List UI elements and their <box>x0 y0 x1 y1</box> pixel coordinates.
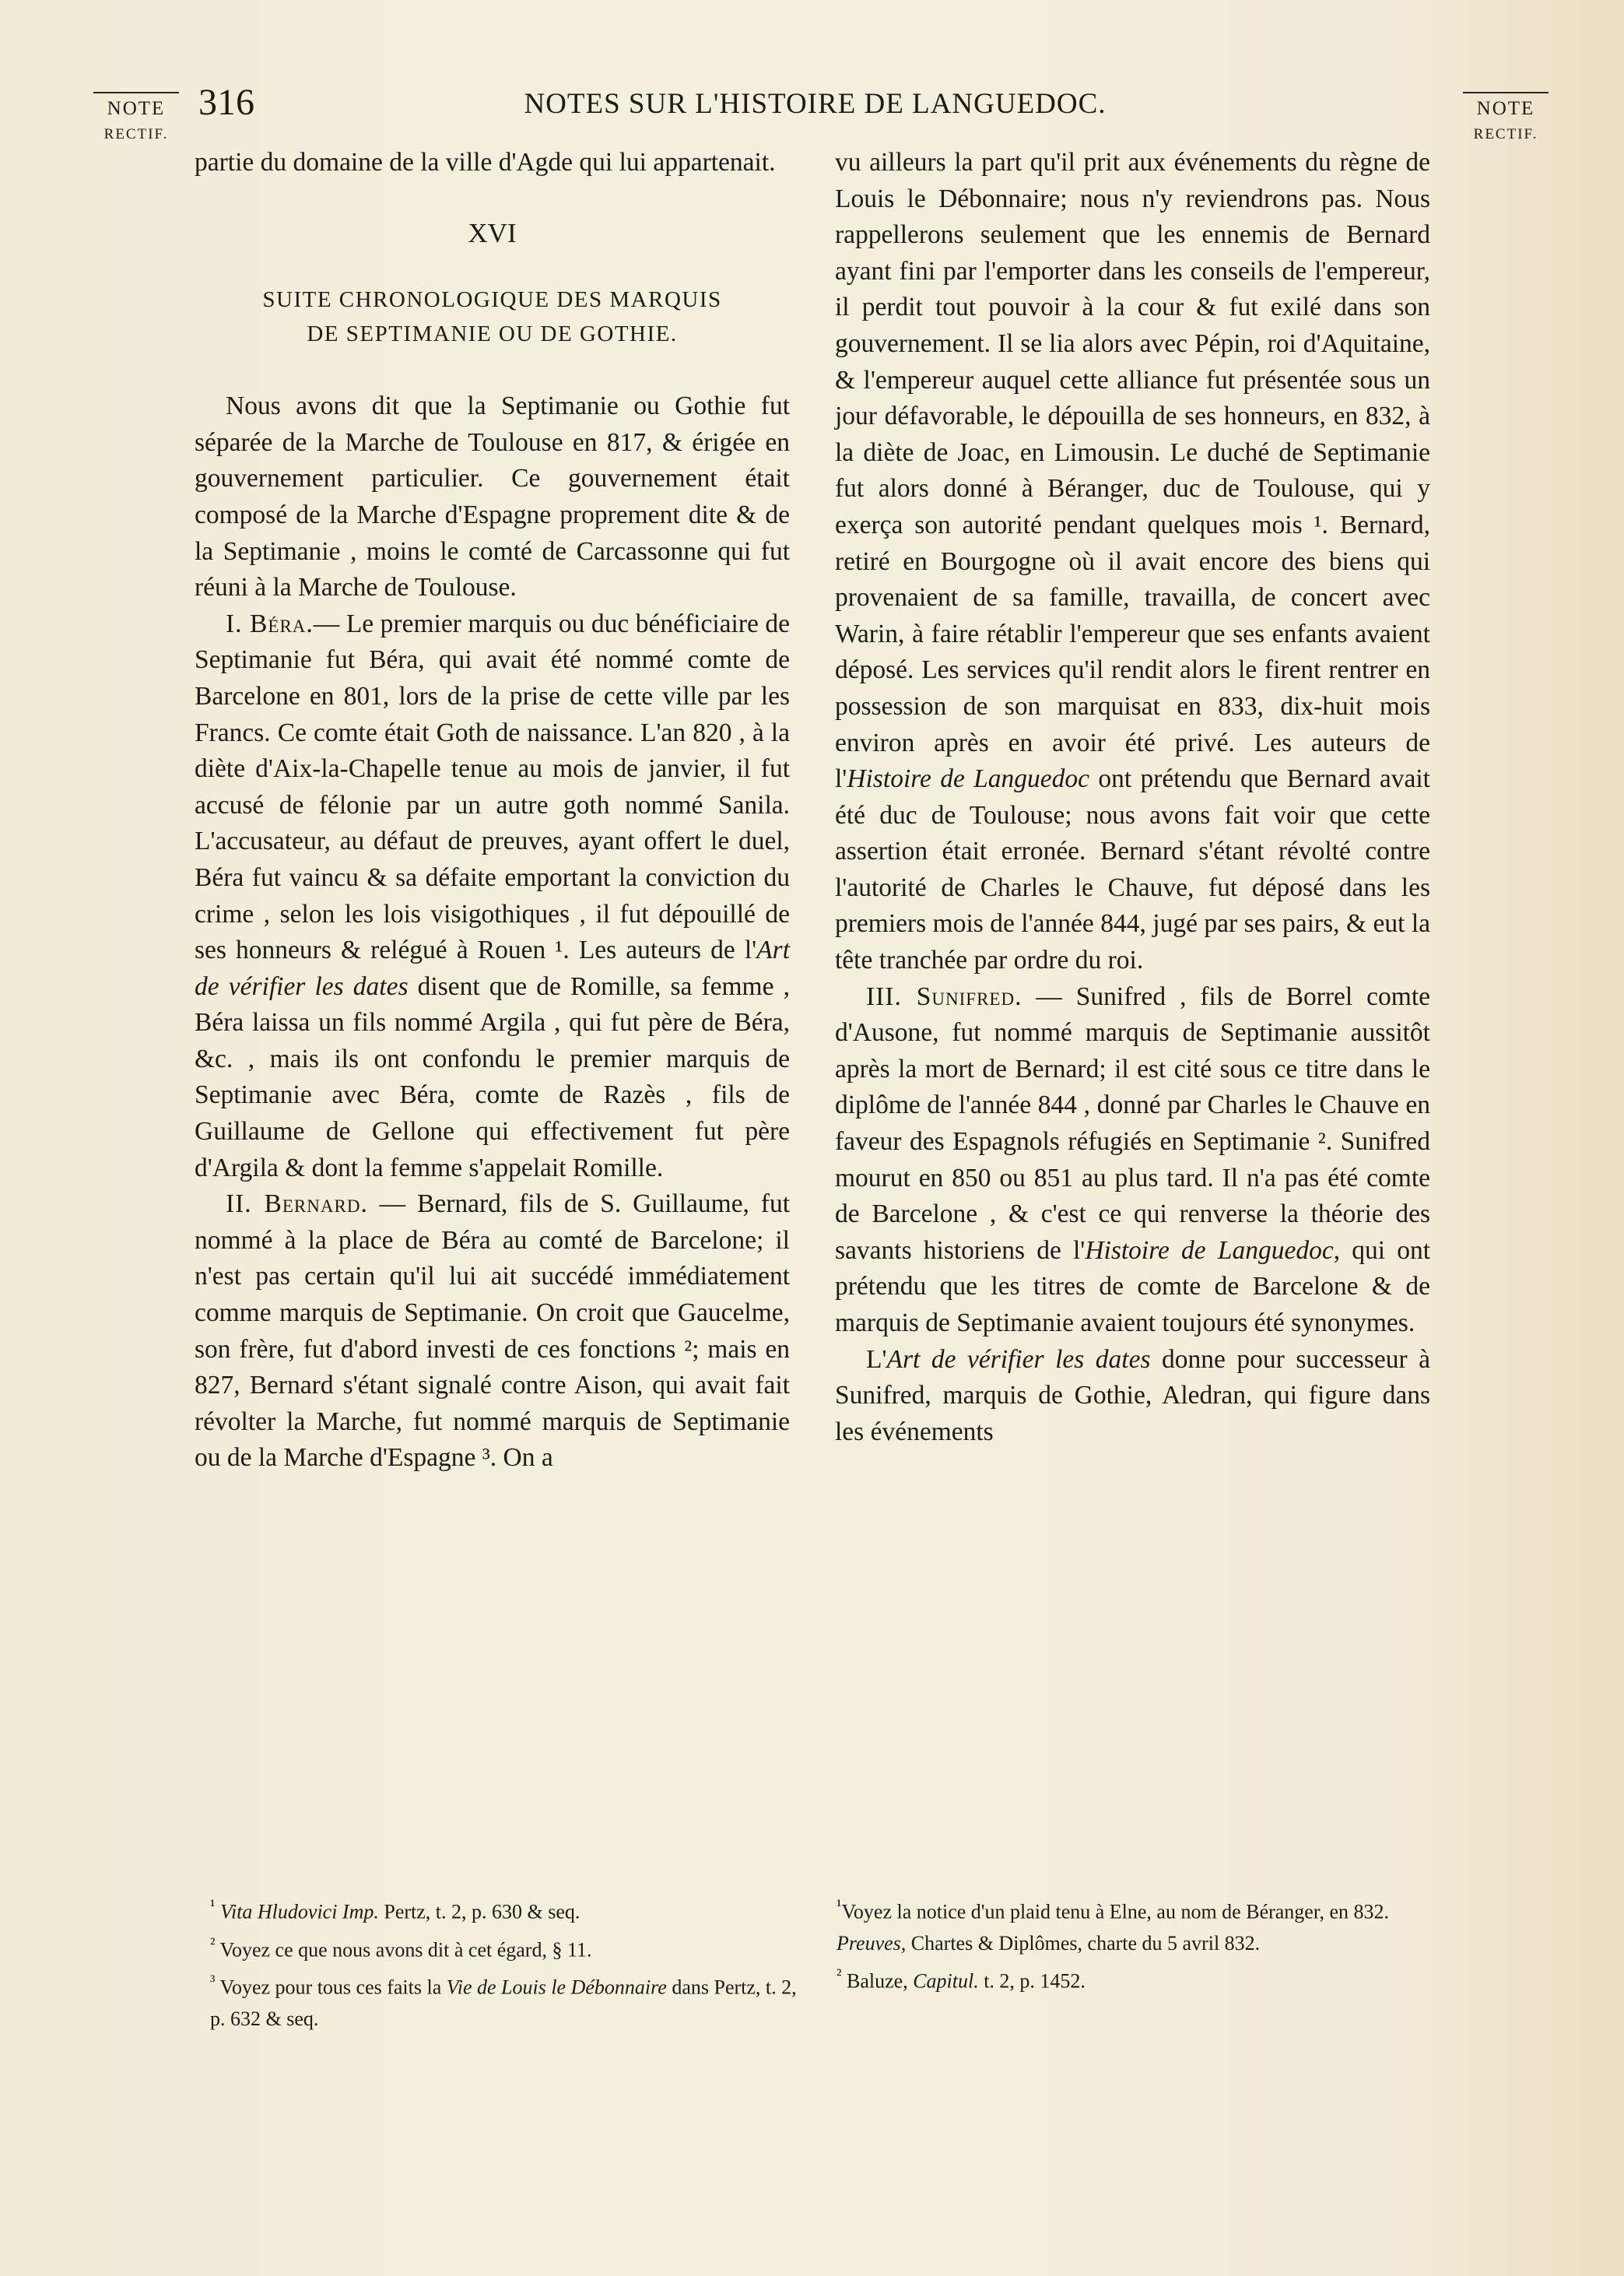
paragraph-text: ont prétendu que Bernard avait été duc de Toulouse; nous avons fait voir que cette assertion était erronée. Bernard s'étant révolté contre l'autorité de Charles le Chauve, fut déposé dans les premiers mois de l'année 844, jugé par ses pairs, & eut la tête tranchée par ordre du roi. <box>835 764 1430 975</box>
footnote <box>837 1959 1432 1997</box>
section-title <box>195 283 790 351</box>
opening-text: partie du domaine de la ville d'Agde qui lui appartenait. <box>195 148 776 177</box>
footnote-italic: Capitul. <box>913 1969 979 1993</box>
footnote-italic: Vita Hludovici Imp. <box>220 1900 379 1923</box>
footnote-text: t. 2, p. 1452. <box>978 1969 1086 1993</box>
italic-title: Histoire de Languedoc <box>847 764 1090 794</box>
right-column <box>835 145 1430 1450</box>
footnote-text: Chartes & Diplômes, charte du 5 avril 832. <box>906 1931 1261 1955</box>
paragraph-text: — Bernard, fils de S. Guillaume, fut nommé à la place de Béra au comté de Barcelone; il n'est pas certain qu'il lui ait succédé immédiatement comme marquis de Septimanie. On croit que Gaucelme, son frère, fut d'abord investi de ces fonctions ²; mais en 827, Bernard s'étant signalé contre Aison, qui avait fait révolter la Marche, fut nommé marquis de Septimanie ou de la Marche d'Espagne ³. On a <box>195 1189 791 1473</box>
italic-title: Art de vérifier les dates <box>886 1344 1151 1374</box>
page-header <box>198 81 1432 128</box>
paragraph-bernard <box>195 1186 790 1477</box>
footnote <box>210 1890 805 1928</box>
footnote-text: Pertz, t. 2, p. 630 & seq. <box>378 1900 581 1923</box>
paragraph-text: donne pour successeur à Sunifred, marquis de Gothie, Aledran, qui figure dans les événements <box>835 1344 1430 1446</box>
margin-note-rectif: RECTIF. <box>103 126 169 143</box>
footnote-italic: Preuves, <box>837 1931 907 1955</box>
margin-note-label: NOTE <box>93 92 179 121</box>
paragraph-text: vu ailleurs la part qu'il prit aux événements du règne de Louis le Débonnaire; nous n'y reviendrons pas. Nous rappellerons seulement que les ennemis de Bernard ayant fini par l'emporter dans les conseils de l'empereur, il perdit tout pouvoir à la cour & fut exilé dans son gouvernement. Il se lia alors avec Pépin, roi d'Aquitaine, & l'empereur auquel cette alliance fut présentée sous un jour défavorable, le dépouilla de ses honneurs, en 832, à la diète de Joac, en Limousin. Le duché de Septimanie fut alors donné à Béranger, duc de Toulouse, qui y exerça son autorité pendant quelques mois ¹. Bernard, retiré en Bourgogne où il avait encore des biens qui provenaient de sa famille, travailla, de concert avec Warin, à faire rétablir l'empereur que ses enfants avaient déposé. Les services qu'il rendit alors le firent rentrer en possession de son marquisat en 833, dix-huit mois environ après en avoir été privé. Les auteurs de l' <box>835 148 1430 794</box>
section-title-line1: SUITE CHRONOLOGIQUE DES MARQUIS <box>262 287 722 313</box>
footnote-mark: ² <box>210 1934 216 1953</box>
footnote-mark: ¹ <box>210 1896 216 1915</box>
page-number: 316 <box>198 82 254 123</box>
paragraph-text: — Sunifred , fils de Borrel comte d'Ausone, fut nommé marquis de Septimanie aussitôt après la mort de Bernard; il est cité sous ce titre dans le diplôme de l'année 844 , donné par Charles le Chauve en faveur des Espagnols réfugiés en Septimanie ². Sunifred mourut en 850 ou 851 au plus tard. Il n'a pas été comte de Barcelone , & c'est ce qui renverse la théorie des savants historiens de l' <box>835 982 1430 1265</box>
paragraph-continued <box>835 145 1430 979</box>
footnote <box>837 1890 1432 1959</box>
entry-heading: I. Béra. <box>226 609 314 638</box>
paragraph-text: , qui ont prétendu que les titres de comte de Barcelone & de marquis de Septimanie avaient toujours été synonymes. <box>835 1235 1431 1337</box>
margin-note-left <box>93 92 179 144</box>
footnotes-right <box>837 1890 1432 1997</box>
footnotes-left <box>210 1890 805 2035</box>
margin-note-rectif: RECTIF. <box>1473 126 1538 143</box>
footnote-italic: Vie de Louis le Débonnaire <box>446 1976 667 1999</box>
footnote-text: Baluze, <box>847 1969 914 1993</box>
left-column <box>195 145 790 1477</box>
italic-title: Art de vérifier les dates <box>195 936 790 1001</box>
footnote-text: dans Pertz, t. 2, p. 632 & seq. <box>210 1976 797 2030</box>
paragraph: Nous avons dit que la Septimanie ou Gothie fut séparée de la Marche de Toulouse en 817, & érigée en gouvernement particulier. Ce gouvernement était composé de la Marche d'Espagne proprement dite & de la Septimanie , moins le comté de Carcassonne qui fut réuni à la Marche de Toulouse. <box>195 392 790 602</box>
footnote <box>210 1965 805 2035</box>
footnote-text: Voyez ce que nous avons dit à cet égard, § 11. <box>219 1938 592 1962</box>
footnote-mark: ³ <box>210 1972 216 1991</box>
margin-note-label: NOTE <box>1463 92 1549 121</box>
footnote-text: Voyez la notice d'un plaid tenu à Elne, au nom de Béranger, en 832. <box>841 1900 1389 1923</box>
paragraph-sunifred <box>835 979 1430 1342</box>
entry-heading: II. Bernard. <box>226 1189 368 1219</box>
footnote-text: Voyez pour tous ces faits la <box>219 1976 447 1999</box>
paragraph-text: — Le premier marquis ou duc bénéficiaire de Septimanie fut Béra, qui avait été nommé comte de Barcelone en 801, lors de la prise de cette ville par les Francs. Ce comte était Goth de naissance. L'an 820 , à la diète d'Aix-la-Chapelle tenue au mois de janvier, il fut accusé de félonie par un autre goth nommé Sanila. L'accusateur, au défaut de preuves, ayant offert le duel, Béra fut vaincu & sa défaite emportant la conviction du crime , selon les lois visigothiques , il fut dépouillé de ses honneurs & relégué à Rouen ¹. Les auteurs de l' <box>195 609 790 965</box>
running-title: NOTES SUR L'HISTOIRE DE LANGUEDOC. <box>524 88 1107 120</box>
section-title-line2: DE SEPTIMANIE OU DE GOTHIE. <box>307 321 678 347</box>
footnote-mark: ¹ <box>837 1896 842 1915</box>
paragraph-text: L' <box>866 1344 887 1374</box>
footnote-mark: ² <box>837 1965 842 1984</box>
paragraph-text: disent que de Romille, sa femme , Béra laissa un fils nommé Argila , qui fut père de Béra, &c. , mais ils ont confondu le premier marquis de Septimanie avec Béra, comte de Razès , fils de Guillaume de Gellone qui effectivement fut père d'Argila & dont la femme s'appelait Romille. <box>195 971 790 1182</box>
section-number: XVI <box>468 217 517 248</box>
margin-note-right <box>1463 92 1549 144</box>
italic-title: Histoire de Languedoc <box>1085 1235 1334 1265</box>
paragraph-bera <box>195 606 790 1187</box>
entry-heading: III. Sunifred. <box>866 982 1022 1011</box>
paragraph-art <box>835 1342 1430 1451</box>
footnote <box>210 1928 805 1966</box>
